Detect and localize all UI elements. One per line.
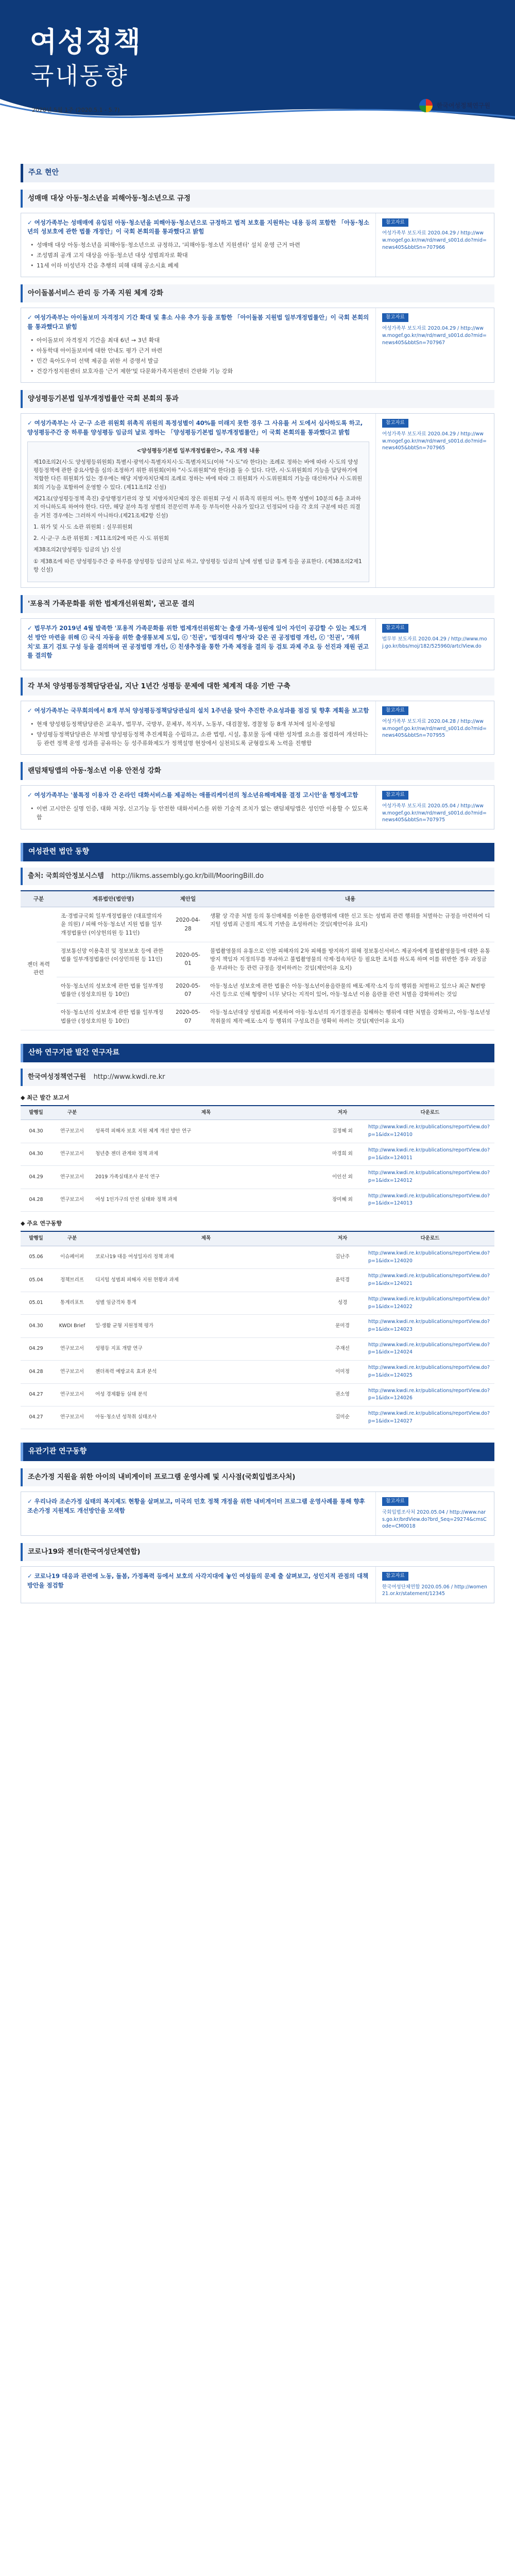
res-author: 주재선	[319, 1337, 366, 1360]
issue-point: • 이번 고시안은 실명 인증, 대화 저장, 신고기능 등 안전한 대화서비스를 위한 기술적 조치가 없는 랜덤채팅앱은 성인만 이용할 수 있도록 함	[30, 804, 369, 822]
res-date: 04.30	[21, 1315, 52, 1337]
research-table-1	[21, 1105, 494, 1212]
res-date: 04.27	[21, 1383, 52, 1406]
res-type: 이슈페이퍼	[52, 1246, 93, 1268]
res-download-link[interactable]: http://www.kwdi.re.kr/publications/reportView.do?p=1&idx=124011	[366, 1143, 494, 1165]
res-download-link[interactable]: http://www.kwdi.re.kr/publications/reportView.do?p=1&idx=124024	[366, 1337, 494, 1360]
res-title: 아동·청소년 성착취 실태조사	[93, 1406, 319, 1429]
res-type: 연구보고서	[52, 1406, 93, 1429]
reference-link[interactable]: 여성가족부 보도자료 2020.04.29 / http://www.mogef.go.kr/nw/rd/nwrd_s001d.do?mid=news405&bbtSn=707965	[382, 431, 487, 451]
law-content: 아동·청소년대상 성범죄를 비롯하여 아동·청소년의 자기결정권을 침해하는 행위에 대한 처벌을 강화하고, 아동·청소년성착취물의 제작·배포·소지 등 행위의 구성요건을 명확히 하려는 것임(제안이유 요지)	[206, 1004, 494, 1030]
res-col-date: 발행일	[21, 1106, 52, 1120]
res-title: 젠더폭력 예방교육 효과 분석	[93, 1361, 319, 1383]
res-date: 04.30	[21, 1120, 52, 1143]
res-col-type: 구분	[52, 1231, 93, 1246]
res-title: 코로나19 대응 여성일자리 정책 과제	[93, 1246, 319, 1268]
res-date: 04.29	[21, 1166, 52, 1189]
res-col-title: 제목	[93, 1106, 319, 1120]
issue-card	[21, 701, 494, 755]
issue-lead: ✓ 여성가족부는 성매매에 유입된 아동·청소년을 피해아동·청소년으로 규정하고 법적 보호를 지원하는 내용 등의 포함한 「아동·청소년의 성보호에 관한 법률 개정안」이 국회 본회의를 통과했다고 밝힘	[27, 218, 369, 235]
newsletter-header	[0, 0, 515, 150]
law-col-category: 구분	[21, 891, 57, 907]
res-download-link[interactable]: http://www.kwdi.re.kr/publications/reportView.do?p=1&idx=124027	[366, 1406, 494, 1429]
res-type: 연구보고서	[52, 1120, 93, 1143]
res-date: 04.28	[21, 1189, 52, 1211]
issue-point: • 성매매 대상 아동·청소년을 피해아동·청소년으로 규정하고, '피해아동·청소년 지원센터' 설치 운영 근거 마련	[30, 241, 369, 249]
amendment-paragraph: 제21조(양성평등정책 촉진) 중앙행정기관의 장 및 지방자치단체의 장은 위원회 구성 시 위촉직 위원의 어느 한쪽 성별이 10분의 6을 초과하지 아니하도록 하여야 한다. 다만, 해당 분야 특정 성별의 전문인력 부족 등 부득이한 사유가 있다고 인정되어 다음 각 호의 구분에 따른 의결을 거친 경우에는 그러하지 아니하다.(제21조제2항 신설)	[33, 495, 361, 519]
related-card	[21, 1492, 494, 1536]
res-download-link[interactable]: http://www.kwdi.re.kr/publications/reportView.do?p=1&idx=124026	[366, 1383, 494, 1406]
law-date: 2020-05-07	[170, 1004, 206, 1030]
res-type: 정책브리프	[52, 1269, 93, 1292]
issue-lead: ✓ 법무부가 2019년 4월 발족한 '포용적 가족문화를 위한 법제개선위원회'는 출생 가족·성원에 있어 자인이 공감할 수 있는 제도개선 방안 마련을 위해 ⓒ 국식 자동을 위한 출생통보제 도입, ⓒ '친권', '법정대리 행사'와 같은 권 공정법령 개선, ⓒ '친권', '재위치'로 표기 검토 구성 등을 결의하며 권 공정법령 개선, ⓒ 친생추정을 통한 가족 제정을 결의 등 검토 과제 주요 등 선진과 재원 권고를 결의함	[27, 624, 369, 659]
research-org-label: 한국여성정책연구원	[28, 1073, 87, 1081]
res-col-title: 제목	[93, 1231, 319, 1246]
check-icon: ✓	[27, 707, 32, 715]
res-type: 연구보고서	[52, 1143, 93, 1165]
res-type: 연구보고서	[52, 1189, 93, 1211]
issue-lead: ✓ 여성가족부는 아이돌보미 자격정지 기간 확대 및 휴소 사유 추가 등을 포함한 「아이돌봄 지원법 일부개정법률안」이 국회 본회의를 통과했다고 밝힘	[27, 314, 369, 331]
check-icon: ✓	[27, 218, 32, 226]
reference-badge: 참고자료	[382, 313, 408, 322]
res-author: 김정혜 외	[319, 1120, 366, 1143]
res-col-author: 저자	[319, 1231, 366, 1246]
check-icon: ✓	[27, 314, 32, 321]
section-title-main-issues: 주요 현안	[21, 164, 494, 182]
res-col-download: 다운로드	[366, 1106, 494, 1120]
check-icon: ✓	[27, 624, 32, 632]
law-bill-name: 조·경범규국회 일부개정법률안 (대표발의자 윤 의원) / 피해 아동·청소년 지원 법률 일부개정법률안 (이상헌의원 등 11인)	[57, 907, 170, 942]
res-type: 연구보고서	[52, 1383, 93, 1406]
law-date: 2020-05-07	[170, 977, 206, 1004]
amendment-box-title: <양성평등기본법 일부개정법률안>, 주요 개정 내용	[136, 447, 260, 454]
res-download-link[interactable]: http://www.kwdi.re.kr/publications/reportView.do?p=1&idx=124021	[366, 1269, 494, 1292]
research-row	[21, 1189, 494, 1211]
reference-link[interactable]: 여성가족부 보도자료 2020.04.29 / http://www.mogef.go.kr/nw/rd/nwrd_s001d.do?mid=news405&bbtSn=707966	[382, 230, 487, 250]
research-table2-title: ◆ 주요 연구동향	[21, 1220, 62, 1227]
research-row	[21, 1292, 494, 1314]
reference-badge: 참고자료	[382, 624, 408, 633]
section-title-research: 산하 연구기관 발간 연구자료	[21, 1044, 494, 1062]
research-org	[21, 1069, 494, 1086]
law-category: 젠더 폭력 관련	[21, 907, 57, 1030]
res-title: 2019 가족실태조사 분석 연구	[93, 1166, 319, 1189]
res-date: 04.27	[21, 1406, 52, 1429]
res-title: 성평등 지표 개발 연구	[93, 1337, 319, 1360]
reference-badge: 참고자료	[382, 1497, 408, 1506]
issue-lead: ✓ 여성가족부는 국무회의에서 8개 부처 양성평등정책담당관실의 설치 1주년을 맞아 추진한 주요성과를 점검 및 향후 계획을 보고함	[27, 707, 369, 715]
res-author: 마경희 외	[319, 1143, 366, 1165]
reference-link[interactable]: 여성가족부 보도자료 2020.05.04 / http://www.mogef.go.kr/nw/rd/nwrd_s001d.do?mid=news405&bbtSn=707975	[382, 803, 487, 823]
law-row	[21, 942, 494, 977]
issue-point: • 11세 이하 미성년자 간음 추행의 피해 대해 공소시효 폐제	[30, 261, 369, 270]
law-row	[21, 977, 494, 1004]
reference-badge: 참고자료	[382, 419, 408, 428]
assembly-label: 출처: 국회의안정보시스템	[28, 872, 104, 880]
res-type: 연구보고서	[52, 1166, 93, 1189]
issue-card	[21, 213, 494, 278]
law-date: 2020-05-01	[170, 942, 206, 977]
res-download-link[interactable]: http://www.kwdi.re.kr/publications/reportView.do?p=1&idx=124025	[366, 1361, 494, 1383]
res-type: KWDI Brief	[52, 1315, 93, 1337]
issue-period: 2020년 5월 1주 (2020.5.1 - 5.7)	[32, 107, 120, 113]
issue-heading: 랜덤채팅앱의 아동·청소년 이용 안전성 강화	[21, 762, 494, 780]
res-date: 05.04	[21, 1269, 52, 1292]
res-col-type: 구분	[52, 1106, 93, 1120]
reference-badge: 참고자료	[382, 1572, 408, 1581]
reference-link[interactable]: 여성가족부 보도자료 2020.04.29 / http://www.mogef.go.kr/nw/rd/nwrd_s001d.do?mid=news405&bbtSn=707967	[382, 326, 487, 346]
reference-link[interactable]: 법무부 보도자료 2020.04.29 / http://www.moj.go.kr/bbs/moj/182/525960/artclView.do	[382, 636, 487, 649]
law-row	[21, 907, 494, 942]
check-icon: ✓	[27, 1498, 32, 1505]
issue-heading: 각 부처 양성평등정책담당관실, 지난 1년간 성평등 문제에 대한 체계적 대응 기반 구축	[21, 677, 494, 696]
issue-card	[21, 618, 494, 670]
res-author: 장미혜 외	[319, 1189, 366, 1211]
issue-point: • 아동학대 아이돌보미에 대한 안내도 평가 근거 마련	[30, 346, 369, 355]
law-content: 생활 상 각종 처벌 등의 통신매체를 이용한 음란행위에 대한 신고 또는 성범죄 관련 행위를 처벌하는 규정을 마련하여 디지털 성범죄 근절의 제도적 기반을 조성하려는 것임(제안이유 요지)	[206, 907, 494, 942]
law-col-date: 제안일	[170, 891, 206, 907]
res-title: 여성 1인가구의 안전 실태와 정책 과제	[93, 1189, 319, 1211]
section-title-related: 유관기관 연구동향	[21, 1443, 494, 1461]
org-logo-icon	[419, 99, 433, 112]
research-row	[21, 1406, 494, 1429]
law-row	[21, 1004, 494, 1030]
reference-badge: 참고자료	[382, 791, 408, 800]
law-content: 아동·청소년 성보호에 관한 법률은 아동·청소년이용음란물의 배포·제작·소지 등의 행위를 처벌하고 있으나 최근 N번방 사건 등으로 인해 형량이 너무 낮다는 지적이 있어, 아동·청소년 이용 음란물 관련 처벌을 강화하려는 것임	[206, 977, 494, 1004]
res-type: 통계리포트	[52, 1292, 93, 1314]
assembly-source	[21, 868, 494, 885]
research-row	[21, 1166, 494, 1189]
issue-lead: ✓ 여성가족부는 사 군·구 소관 위원회 위촉직 위원의 특정성별이 40%를 미래지 못한 경우 그 사유를 서 도에서 심사하도록 하고, 양성평등주간 중 하루를 양성평등 임금의 날로 정하는 「양성평등기본법 일부개정법률안」이 국회 본회의를 통과했다고 밝힘	[27, 419, 363, 436]
org-logo-text: 한국여성정책연구원	[436, 101, 490, 109]
check-icon: ✓	[27, 791, 32, 799]
res-col-author: 저자	[319, 1106, 366, 1120]
res-col-date: 발행일	[21, 1231, 52, 1246]
issue-heading: '포용적 가족문화를 위한 법제개선위원회', 권고문 결의	[21, 595, 494, 613]
res-title: 청년층 젠더 관계와 정책 과제	[93, 1143, 319, 1165]
research-row	[21, 1246, 494, 1268]
res-title: 성별 임금격차 통계	[93, 1292, 319, 1314]
res-author: 성경	[319, 1292, 366, 1314]
issue-heading: 아이돌봄서비스 관리 등 가족 지원 체계 강화	[21, 284, 494, 302]
newsletter-title: 여성정책	[30, 26, 142, 58]
res-author: 이미정	[319, 1361, 366, 1383]
law-date: 2020-04-28	[170, 907, 206, 942]
header-wave-graphic	[0, 89, 515, 150]
res-download-link[interactable]: http://www.kwdi.re.kr/publications/reportView.do?p=1&idx=124020	[366, 1246, 494, 1268]
amendment-paragraph: 2. 시·군·구 소관 위원회 : 제11조의2에 따른 시·도 위원회	[33, 535, 169, 542]
related-heading: 조손가정 지원을 위한 아이의 내비게이터 프로그램 운영사례 및 시사점(국회입법조사처)	[21, 1468, 494, 1486]
reference-badge: 참고자료	[382, 706, 408, 715]
reference-link[interactable]: 여성가족부 보도자료 2020.04.28 / http://www.mogef.go.kr/nw/rd/nwrd_s001d.do?mid=news405&bbtSn=707955	[382, 718, 487, 739]
res-download-link[interactable]: http://www.kwdi.re.kr/publications/reportView.do?p=1&idx=124010	[366, 1120, 494, 1143]
law-content: 불법촬영물의 유통으로 인한 피해자의 2차 피해를 방지하기 위해 정보통신서비스 제공자에게 불법촬영물등에 대한 유통방지 책임자 지정의무를 부과하고 불법촬영물의 삭제·접속차단 등 필요한 조치를 하도록 하며 이를 위반한 경우 과징금을 부과하는 등 관련 규정을 정비하려는 것임(제안이유 요지)	[206, 942, 494, 977]
law-col-bill: 계류법안(법안명)	[57, 891, 170, 907]
res-author: 권소영	[319, 1383, 366, 1406]
org-logo	[419, 99, 490, 112]
res-download-link[interactable]: http://www.kwdi.re.kr/publications/reportView.do?p=1&idx=124022	[366, 1292, 494, 1314]
check-icon: ✓	[27, 1572, 32, 1580]
research-table1-title: ◆ 최근 발간 보고서	[21, 1094, 70, 1101]
related-heading: 코로나19와 젠더(한국여성단체연합)	[21, 1543, 494, 1561]
reference-link[interactable]: 국회입법조사처 2020.05.04 / http://www.nars.go.kr/brdView.do?brd_Seq=29274&cmsCode=CM0018	[382, 1509, 487, 1530]
res-title: 성폭력 피해자 보호 지원 체계 개선 방안 연구	[93, 1120, 319, 1143]
res-title: 디지털 성범죄 피해자 지원 현황과 과제	[93, 1269, 319, 1292]
issue-card	[21, 785, 494, 829]
amendment-paragraph: 1. 위가 및 시·도 소관 위원회 : 실무위원회	[33, 523, 133, 530]
res-author: 김난주	[319, 1246, 366, 1268]
check-icon: ✓	[27, 419, 32, 427]
issue-point: • 아이돌보미 자격정지 기간을 최대 6년 → 3년 확대	[30, 336, 369, 345]
newsletter-subtitle: 국내동향	[31, 62, 129, 90]
research-row	[21, 1143, 494, 1165]
amendment-paragraph: 제10조의2(시·도 양성평등위원회) 특별시·광역시·특별자치시·도·특별자치도(이하 "시·도"라 한다)는 조례로 정하는 바에 따라 시·도의 양성평등정책에 관한 중요사항을 심의·조정하기 위한 위원회(이하 "시·도위원회"라 한다)를 둘 수 있다. 다만, 시·도위원회의 기능을 담당하기에 적합한 다른 위원회가 있는 경우에는 해당 지방자치단체의 조례로 정하는 바에 따라 그 위원회가 시·도위원회의 기능을 대신하거나 시·도위원회의 기능을 포함하여 운영할 수 있다. (제11조의2 신설)	[33, 459, 363, 490]
research-org-link[interactable]: http://www.kwdi.re.kr	[93, 1073, 165, 1081]
res-title: 일·생활 균형 지원정책 평가	[93, 1315, 319, 1337]
research-row	[21, 1337, 494, 1360]
research-row	[21, 1269, 494, 1292]
law-col-content: 내용	[206, 891, 494, 907]
res-author: 문미경	[319, 1315, 366, 1337]
res-author: 김미순	[319, 1406, 366, 1429]
res-download-link[interactable]: http://www.kwdi.re.kr/publications/reportView.do?p=1&idx=124023	[366, 1315, 494, 1337]
issue-heading: 양성평등기본법 일부개정법률안 국회 본회의 통과	[21, 390, 494, 408]
res-author: 이인선 외	[319, 1166, 366, 1189]
res-date: 04.30	[21, 1143, 52, 1165]
research-table-2	[21, 1231, 494, 1429]
res-download-link[interactable]: http://www.kwdi.re.kr/publications/reportView.do?p=1&idx=124012	[366, 1166, 494, 1189]
res-date: 05.01	[21, 1292, 52, 1314]
related-lead: ✓ 코로나19 대응과 관련에 노동, 돌봄, 가정폭력 등에서 보호의 사각지대에 놓인 여성들의 문제 출 살펴보고, 성인지적 관점의 대책 방안을 점검함	[27, 1572, 369, 1589]
res-col-download: 다운로드	[366, 1231, 494, 1246]
issue-point: • 양성평등정책담당관은 부처별 양성평등정책 추진계획을 수립하고, 소관 법령, 시설, 홍보물 등에 대한 성차별 요소를 점검하여 개선하는 등 관련 정책 운영 성과를 공유하는 등 성주류화제도가 정책설명 현장에서 실천되도록 균형잡도록 노력을 진행함	[30, 730, 369, 748]
issue-card	[21, 308, 494, 383]
res-date: 04.29	[21, 1337, 52, 1360]
law-table	[21, 890, 494, 1030]
research-row	[21, 1361, 494, 1383]
law-bill-name: 정보통신망 이용촉진 및 정보보호 등에 관한 법률 일부개정법률안 (이상민의원 등 11인)	[57, 942, 170, 977]
related-card	[21, 1566, 494, 1603]
law-bill-name: 아동·청소년의 성보호에 관한 법률 일부개정법률안 (정성호의원 등 10인)	[57, 1004, 170, 1030]
issue-heading: 성매매 대상 아동·청소년을 피해아동·청소년으로 규정	[21, 190, 494, 208]
res-type: 연구보고서	[52, 1361, 93, 1383]
law-bill-name: 아동·청소년의 성보호에 관한 법률 일부개정법률안 (정성호의원 등 10인)	[57, 977, 170, 1004]
res-date: 04.28	[21, 1361, 52, 1383]
res-date: 05.06	[21, 1246, 52, 1268]
res-author: 윤덕경	[319, 1269, 366, 1292]
assembly-link[interactable]: http://likms.assembly.go.kr/bill/MooringBill.do	[111, 872, 264, 880]
reference-badge: 참고자료	[382, 218, 408, 227]
research-row	[21, 1120, 494, 1143]
reference-link[interactable]: 한국여성단체연합 2020.05.06 / http://women21.or.kr/statement/12345	[382, 1584, 487, 1597]
issue-point: • 현재 양성평등정책담당관은 교육부, 법무부, 국방부, 문체부, 복지부, 노동부, 대검찰청, 경찰청 등 8개 부처에 설치·운영됨	[30, 720, 369, 728]
related-lead: ✓ 우리나라 조손가정 실태의 복지제도 현황을 살펴보고, 미국의 민호 정책 개정을 위한 내비게이터 프로그램 운영사례를 통해 향후 조손가정 지원제도 개선방안을 모색함	[27, 1498, 365, 1514]
issue-lead: ✓ 여성가족부는 '불특정 이용자 간 온라인 대화서비스를 제공하는 애플리케이션의 청소년유해매체물 결정 고시안'을 행정예고함	[27, 791, 358, 799]
issue-card	[21, 413, 494, 588]
amendment-box	[27, 442, 369, 582]
amendment-paragraph: 제38조의2(양성평등 임금의 날) 신설	[33, 547, 122, 553]
amendment-paragraph: ① 제38조에 따른 양성평등주간 중 하루를 양성평등 임금의 날로 하고, 양성평등 임금의 날에 성별 임금 통계 등을 공표한다. (제38조의2제1항 신설)	[33, 558, 362, 573]
res-download-link[interactable]: http://www.kwdi.re.kr/publications/reportView.do?p=1&idx=124013	[366, 1189, 494, 1211]
issue-point: • 민간 육아도우미 선택 제공을 위한 서 증명서 발급	[30, 357, 369, 365]
issue-point: • 조성범죄 공개 고지 대상을 아동·청소년 대상 성범죄자로 확대	[30, 251, 369, 260]
res-type: 연구보고서	[52, 1337, 93, 1360]
research-row	[21, 1315, 494, 1337]
research-row	[21, 1383, 494, 1406]
section-title-law: 여성관련 법안 동향	[21, 843, 494, 861]
issue-point: • 건강가정지원센터 보호자를 '근거 제한'및 다문화가족지원센터 간판화 기능 강화	[30, 367, 369, 376]
res-title: 여성 경제활동 실태 분석	[93, 1383, 319, 1406]
